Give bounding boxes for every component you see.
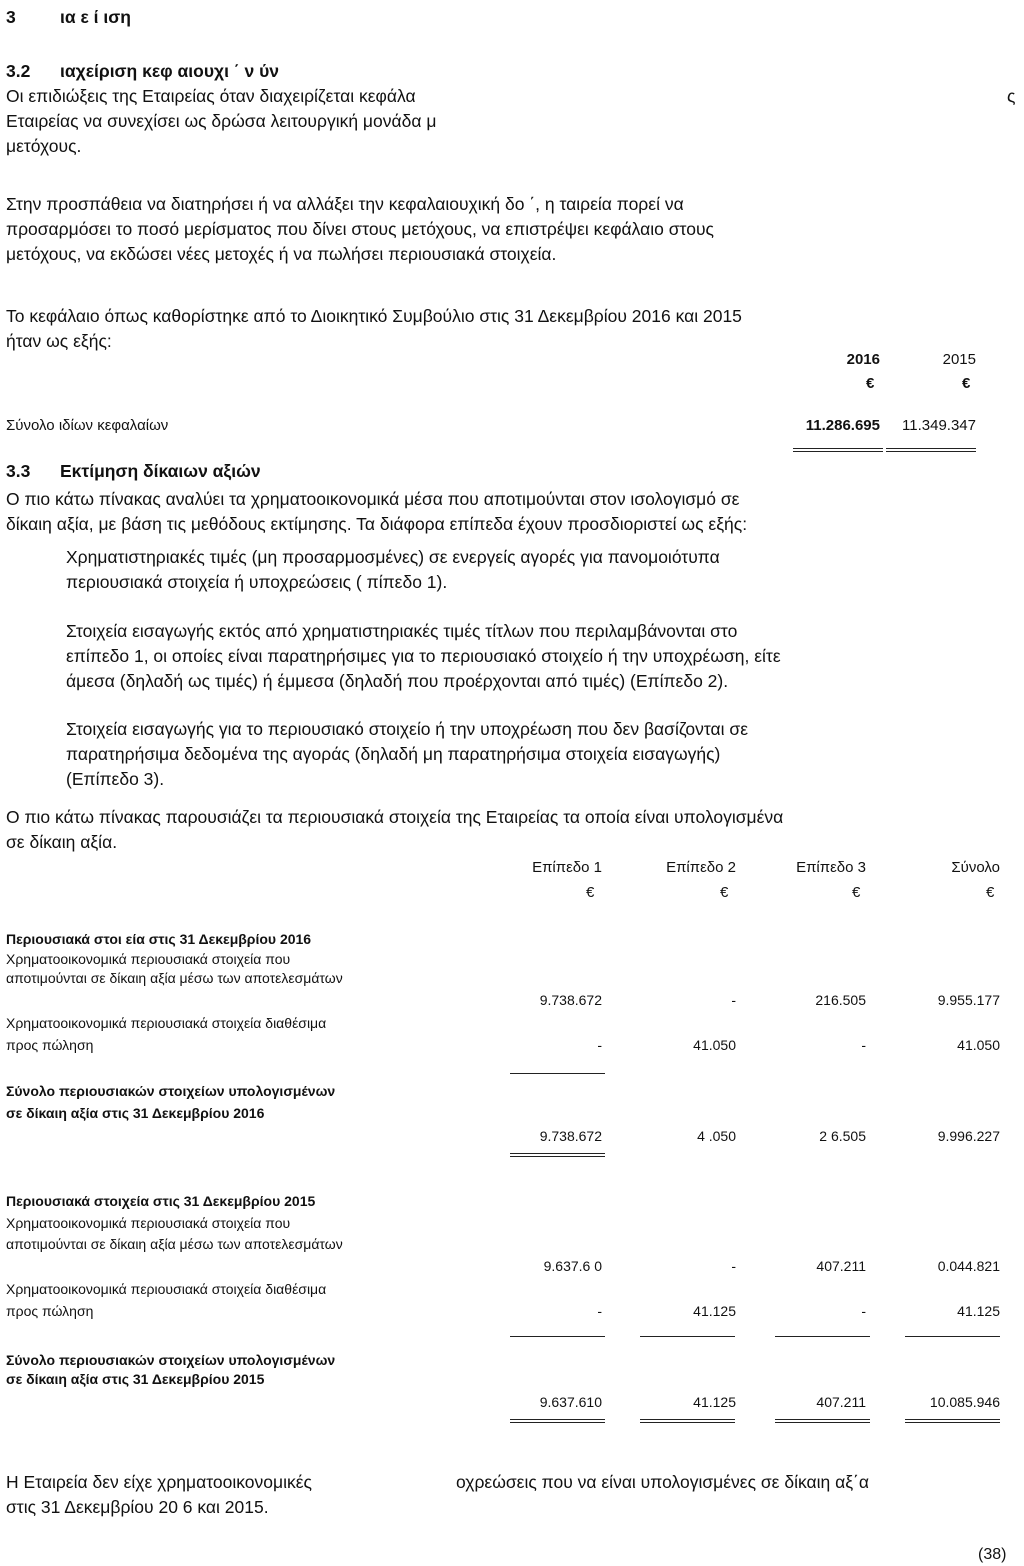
block-heading-2015: Περιουσιακά στοιχεία στις 31 Δεκεμβρίου 2015 (6, 1193, 316, 1209)
section-number: 3 (6, 7, 16, 27)
total-cell: 9.738.672 (539, 1128, 602, 1144)
total-cell: 9.637.610 (539, 1394, 602, 1410)
row-label: Χρηματοοικονομικά περιουσιακά στοιχεία που (6, 951, 291, 967)
cell: - (597, 1303, 602, 1319)
total-label: Σύνολο περιουσιακών στοιχείων υπολογισμένων (6, 1352, 336, 1368)
currency: € (586, 884, 595, 901)
level1-line: Χρηματιστηριακές τιμές (μη προσαρμοσμένες) σε ενεργείς αγορές για πανομοιότυπα (66, 547, 720, 567)
level3-line: Στοιχεία εισαγωγής για το περιουσιακό στοιχείο ή την υποχρέωση που δεν βασίζονται σε (66, 719, 749, 739)
col-total: Σύνολο (951, 859, 1000, 876)
currency-2015: € (962, 375, 971, 392)
cell: 9.955.177 (937, 992, 1000, 1008)
closing-line: στις 31 Δεκεμβρίου 20 6 και 2015. (6, 1497, 269, 1517)
row-label: Χρηματοοικονομικά περιουσιακά στοιχεία που (6, 1215, 291, 1231)
total-label: σε δίκαιη αξία στις 31 Δεκεμβρίου 2015 (6, 1371, 265, 1387)
level2-line: Στοιχεία εισαγωγής εκτός από χρηματιστηριακές τιμές τίτλων που περιλαμβάνονται στο (66, 621, 738, 641)
equity-label: Σύνολο ιδίων κεφαλαίων (6, 417, 169, 434)
total-cell: 10.085.946 (929, 1394, 1000, 1410)
paragraph-line: Στην προσπάθεια να διατηρήσει ή να αλλάξει την κεφαλαιουχική δο ΄, η ταιρεία πορεί να (6, 194, 684, 214)
currency: € (720, 884, 729, 901)
closing-line: οχρεώσεις που να είναι υπολογισμένες σε δίκαιη αξ΄α (456, 1472, 869, 1492)
paragraph-line: σε δίκαιη αξία. (6, 832, 118, 852)
cell: 41.050 (957, 1037, 1000, 1053)
cell: 0.044.821 (937, 1258, 1000, 1274)
total-cell: 9.996.227 (937, 1128, 1000, 1144)
paragraph-line: μετόχους, να εκδώσει νέες μετοχές ή να πωλήσει περιουσιακά στοιχεία. (6, 244, 557, 264)
total-label: σε δίκαιη αξία στις 31 Δεκεμβρίου 2016 (6, 1105, 265, 1121)
col-level2: Επίπεδο 2 (666, 859, 736, 876)
paragraph-line: μετόχους. (6, 136, 82, 156)
cell: - (861, 1303, 866, 1319)
subsection-title: Εκτίμηση δίκαιων αξιών (60, 461, 261, 481)
total-cell: 2 6.505 (819, 1128, 866, 1144)
cell: 216.505 (815, 992, 866, 1008)
row-label: Χρηματοοικονομικά περιουσιακά στοιχεία διαθέσιμα (6, 1015, 327, 1031)
col-level3: Επίπεδο 3 (796, 859, 866, 876)
paragraph-line: ήταν ως εξής: (6, 331, 112, 351)
total-cell: 407.211 (816, 1394, 866, 1410)
currency: € (852, 884, 861, 901)
paragraph-line: δίκαιη αξία, με βάση τις μεθόδους εκτίμησης. Τα διάφορα επίπεδα έχουν προσδιοριστεί ως εξής: (6, 514, 748, 534)
row-label: αποτιμούνται σε δίκαιη αξία μέσω των αποτελεσμάτων (6, 970, 343, 986)
paragraph-fragment: ς (1007, 86, 1016, 106)
cell: 41.125 (693, 1303, 736, 1319)
cell: 9.637.6 0 (543, 1258, 602, 1274)
cell: 9.738.672 (539, 992, 602, 1008)
level3-line: παρατηρήσιμα δεδομένα της αγοράς (δηλαδή μη παρατηρήσιμα στοιχεία εισαγωγής) (66, 744, 721, 764)
row-label: προς πώληση (6, 1303, 94, 1319)
total-label: Σύνολο περιουσιακών στοιχείων υπολογισμένων (6, 1083, 336, 1099)
cell: - (597, 1037, 602, 1053)
row-label: Χρηματοοικονομικά περιουσιακά στοιχεία διαθέσιμα (6, 1281, 327, 1297)
col-level1: Επίπεδο 1 (532, 859, 602, 876)
paragraph-line: προσαρμόσει το ποσό μερίσματος που δίνει στους μετόχους, να επιστρέψει κεφάλαιο στους (6, 219, 714, 239)
paragraph-line: Το κεφάλαιο όπως καθορίστηκε από το Διοικητικό Συμβούλιο στις 31 Δεκεμβρίου 2016 και 2015 (6, 306, 742, 326)
subsection-number: 3.2 (6, 61, 31, 81)
level3-line: (Επίπεδο 3). (66, 769, 165, 789)
level2-line: επίπεδο 1, οι οποίες είναι παρατηρήσιμες για το περιουσιακό στοιχείο ή την υποχρέωση, είτε (66, 646, 781, 666)
row-label: προς πώληση (6, 1037, 94, 1053)
paragraph-line: Οι επιδιώξεις της Εταιρείας όταν διαχειρίζεται κεφάλα (6, 86, 416, 106)
paragraph-line: Εταιρείας να συνεχίσει ως δρώσα λειτουργική μονάδα μ (6, 111, 437, 131)
total-cell: 4 .050 (697, 1128, 736, 1144)
cell: - (861, 1037, 866, 1053)
closing-line: Η Εταιρεία δεν είχε χρηματοοικονομικές (6, 1472, 312, 1492)
level2-line: άμεσα (δηλαδή ως τιμές) ή έμμεσα (δηλαδή που προέρχονται από τιμές) (Επίπεδο 2). (66, 671, 729, 691)
cell: - (731, 992, 736, 1008)
block-heading-2016: Περιουσιακά στοι εία στις 31 Δεκεμβρίου 2016 (6, 931, 312, 947)
cell: 41.050 (693, 1037, 736, 1053)
paragraph-line: Ο πιο κάτω πίνακας παρουσιάζει τα περιουσιακά στοιχεία της Εταιρείας τα οποία είναι υπολογισμένα (6, 807, 784, 827)
cell: 41.125 (957, 1303, 1000, 1319)
section-title: ια ε ί ιση (60, 7, 131, 27)
page-number: (38) (978, 1546, 1007, 1563)
subsection-title: ιαχείριση κεφ αιουχι ΄ ν ύν (60, 61, 280, 81)
cell: 407.211 (816, 1258, 866, 1274)
subsection-number: 3.3 (6, 461, 31, 481)
currency: € (986, 884, 995, 901)
level1-line: περιουσιακά στοιχεία ή υποχρεώσεις ( πίπεδο 1). (66, 572, 448, 592)
equity-2015: 11.349.347 (902, 417, 976, 434)
currency-2016: € (866, 375, 875, 392)
cell: - (731, 1258, 736, 1274)
equity-2016: 11.286.695 (805, 417, 880, 434)
total-cell: 41.125 (693, 1394, 736, 1410)
paragraph-line: Ο πιο κάτω πίνακας αναλύει τα χρηματοοικονομικά μέσα που αποτιμούνται στον ισολογισμό σε (6, 489, 740, 509)
row-label: αποτιμούνται σε δίκαιη αξία μέσω των αποτελεσμάτων (6, 1236, 343, 1252)
